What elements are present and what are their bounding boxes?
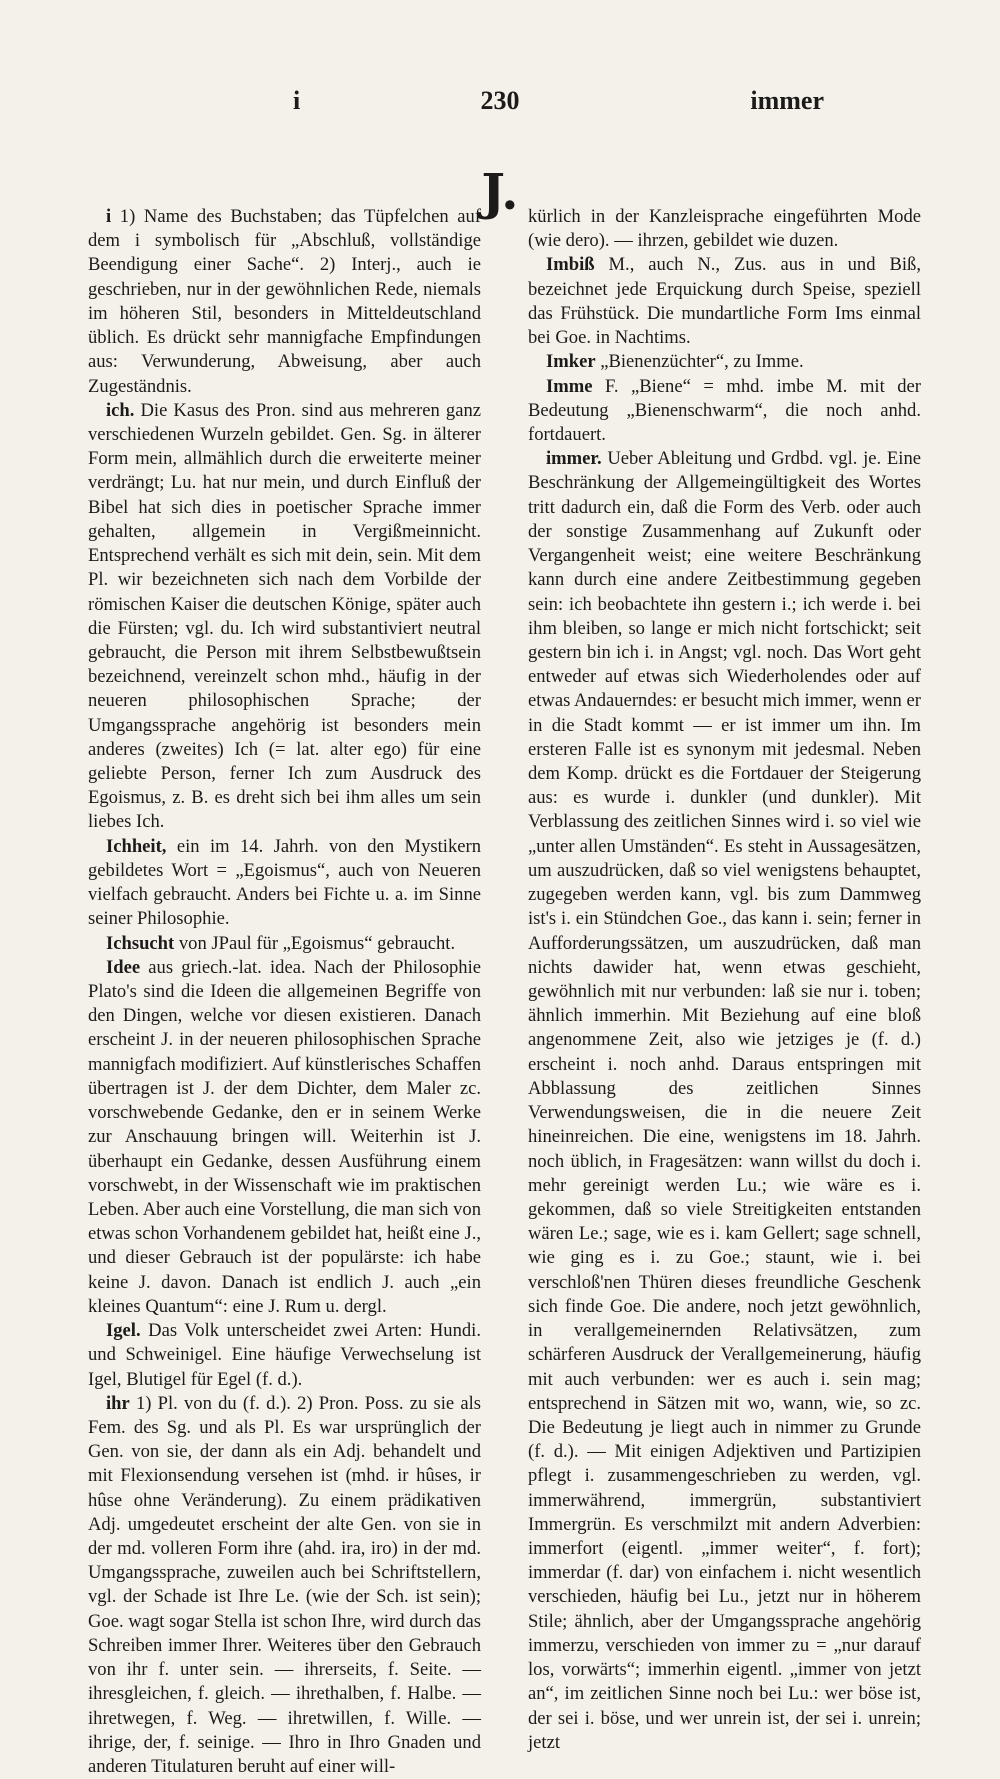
header-right-keyword: immer bbox=[750, 86, 824, 115]
entry-headword: ihr bbox=[106, 1392, 130, 1414]
dictionary-entry bbox=[88, 1319, 481, 1392]
entry-headword: Igel. bbox=[106, 1320, 141, 1342]
entry-text: M., auch N., Zus. aus in und Biß, bezeichnet jede Erquickung durch Speise, speziell das Frühstück. Die mundartliche Form Ims einmal bei Goe. in Nachtims. bbox=[528, 254, 921, 349]
dictionary-entry bbox=[88, 205, 481, 399]
dictionary-entry bbox=[88, 399, 481, 835]
entry-headword: Ichheit, bbox=[106, 835, 167, 857]
entry-text: F. „Biene“ = mhd. imbe M. mit der Bedeutung „Bienenschwarm“, die noch anhd. fortdauert. bbox=[528, 375, 921, 445]
entry-text: Die Kasus des Pron. sind aus mehreren ganz verschiedenen Wurzeln gebildet. Gen. Sg. in älterer Form mein, allmählich durch die erweiterte meiner verdrängt; Lu. hat nur mein, und durch Einfluß der Bibel hat sich dies in poetischer Sprache immer gehalten, allgemein in Vergißmeinnicht. Entsprechend verhält es sich mit dein, sein. Mit dem Pl. wir bezeichneten sich nach dem Vorbilde der römischen Kaiser die deutschen Könige, später auch die Fürsten; vgl. du. Ich wird substantiviert neutral gebraucht, die Person mit ihrem Selbstbewußtsein bezeichnend, vereinzelt schon mhd., häufig in der neueren philosophischen Sprache; der Umgangssprache angehörig ist besonders mein anderes (zweites) Ich (= lat. alter ego) für eine geliebte Person, ferner Ich zum Ausdruck des Egoismus, z. B. es dreht sich bei ihm alles um sein liebes Ich. bbox=[88, 399, 481, 833]
entry-text: 1) Name des Buchstaben; das Tüpfelchen auf dem i symbolisch für „Abschluß, vollständige Beendigung einer Sache“. 2) Interj., auch ie geschrieben, nur in der gewöhnlichen Rede, niemals im höheren Stil, besonders in Mitteldeutschland üblich. Es drückt sehr mannigfache Empfindungen aus: Verwunderung, Abweisung, aber auch Zugeständnis. bbox=[88, 206, 481, 397]
entry-headword: Imme bbox=[546, 375, 593, 397]
page-number: 230 bbox=[480, 86, 520, 115]
entry-text: 1) Pl. von du (f. d.). 2) Pron. Poss. zu sie als Fem. des Sg. und als Pl. Es war ursprünglich der Gen. von sie, der dann als ein Adj. behandelt und mit Flexionsendung versehen ist (mhd. ir hûses, ir hûse ohne Veränderung). Zu einem prädikativen Adj. umgedeutet erscheint der alte Gen. von sie in der md. volleren Form ihre (ahd. ira, iro) in der md. Umgangssprache, zuweilen auch bei Schriftstellern, vgl. der Schade ist Ihre Le. (wie der Sch. ist sein); Goe. wagt sogar Stella ist schon Ihre, wird durch das Schreiben immer Ihrer. Weiteres über den Gebrauch von ihr f. unter sein. — ihrerseits, f. Seite. — ihresgleichen, f. gleich. — ihrethalben, f. Halbe. — ihretwegen, f. Weg. — ihretwillen, f. Wille. — ihrige, der, f. seinige. — Ihro in Ihro Gnaden und anderen Titulaturen beruht auf einer will- bbox=[88, 1392, 481, 1777]
dictionary-entry bbox=[528, 447, 921, 1755]
entry-headword: Ichsucht bbox=[106, 932, 175, 954]
dictionary-entry bbox=[528, 350, 921, 374]
entry-text: ein im 14. Jahrh. von den Mystikern gebildetes Wort = „Egoismus“, auch von Neueren vielfach gebraucht. Anders bei Fichte u. a. im Sinne seiner Philosophie. bbox=[88, 835, 481, 930]
dictionary-entry bbox=[88, 835, 481, 932]
dictionary-entry bbox=[528, 253, 921, 350]
entry-headword: Idee bbox=[106, 956, 141, 978]
dictionary-entry bbox=[528, 375, 921, 448]
entry-text: Das Volk unterscheidet zwei Arten: Hundi. und Schweinigel. Eine häufige Verwechselung ist Igel, Blutigel für Egel (f. d.). bbox=[88, 1320, 481, 1390]
entry-text: von JPaul für „Egoismus“ gebraucht. bbox=[174, 932, 456, 954]
dictionary-entry bbox=[88, 956, 481, 1319]
entry-text: kürlich in der Kanzleisprache eingeführten Mode (wie dero). — ihrzen, gebildet wie duzen. bbox=[528, 206, 921, 252]
entry-text: Ueber Ableitung und Grdbd. vgl. je. Eine Beschränkung der Allgemeingültigkeit des Wortes tritt dadurch ein, daß die Form des Verb. oder auch der sonstige Zusammenhang auf Zukunft oder Vergangenheit weist; eine weitere Beschränkung kann durch eine andere Zeitbestimmung gegeben sein: ich beobachtete ihn gestern i.; ich werde i. bei ihm bleiben, so lange er mich nicht fortschickt; seit gestern bin ich i. in Angst; vgl. noch. Das Wort geht entweder auf etwas sich Wiederholendes oder auf etwas Andauerndes: er besucht mich immer, wenn er in die Stadt kommt — er ist immer um ihn. Im ersteren Falle ist es synonym mit jedesmal. Neben dem Komp. drückt es die Fortdauer der Steigerung aus: es wurde i. dunkler (und dunkler). Mit Verblassung des zeitlichen Sinnes wird i. so viel wie „unter allen Umständen“. Es steht in Aussagesätzen, um auszudrücken, daß so viel wenigstens behauptet, zugegeben werden kann, vgl. bis zum Dammweg ist's i. ein Stündchen Goe., das kann i. sein; ferner in Aufforderungssätzen, um auszudrücken, daß man nichts dawider hat, wenn etwas geschieht, gewöhnlich mit nur verbunden: laß sie nur i. toben; ähnlich immerhin. Mit Beziehung auf eine bloß angenommene Zeit, also wie jetziges je (f. d.) erscheint i. noch anhd. Daraus entspringen mit Abblassung des zeitlichen Sinnes Verwendungsweisen, die in die neuere Zeit hineinreichen. Die eine, wenigstens im 18. Jahrh. noch üblich, in Fragesätzen: wann willst du doch i. mehr gereinigt werden Lu.; wie wäre es i. gekommen, daß so viele Streitigkeiten entstanden wären Le.; sage, wie es i. kam Gellert; sage schnell, wie ging es i. zu Goe.; staunt, wie i. bei verschloß'nen Thüren dieses freundliche Geschenk sich finde Goe. Die andere, noch jetzt gewöhnlich, in verallgemeinernden Relativsätzen, zum schärferen Ausdruck der Verallgemeinerung, häufig mit auch verbunden: wer es auch i. sein mag; entsprechend in Sätzen mit wo, wann, wie, so zc. Die Bedeutung je liegt auch in nimmer zu Grunde (f. d.). — Mit einigen Adjektiven und Partizipien pflegt i. zusammengeschrieben zu werden, vgl. immerwährend, immergrün, substantiviert Immergrün. Es verschmilzt mit andern Adverbien: immerfort (eigentl. „immer weiter“, f. fort); immerdar (f. dar) von einfachem i. nicht wesentlich verschieden, häufig bei Lu., jetzt nur in höherem Stile; ähnlich, aber der Umgangssprache angehörig immerzu, verschieden von immer zu = „nur darauf los, vorwärts“; immerhin eigentl. „immer von jetzt an“, im zeitlichen Sinne noch bei Lu.: wer böse ist, der sei i. böse, und wer unrein ist, der sei i. unrein; jetzt bbox=[528, 448, 921, 1753]
entry-text: aus griech.-lat. idea. Nach der Philosophie Plato's sind die Ideen die allgemeinen Begriffe von den Dingen, welche vor diesen existieren. Danach erscheint J. in der neueren philosophischen Sprache mannigfach modifiziert. Auf künstlerisches Schaffen übertragen ist J. der dem Dichter, dem Maler zc. vorschwebende Gedanke, den er in seinem Werke zur Anschauung bringen will. Weiterhin ist J. überhaupt ein Gedanke, dessen Ausführung einem vorschwebt, in der Wissenschaft wie im praktischen Leben. Aber auch eine Vorstellung, die man sich von etwas schon Vorhandenem gebildet hat, heißt eine J., und dieser Gebrauch ist der populärste: ich habe keine J. davon. Danach ist endlich J. auch „ein kleines Quantum“: eine J. Rum u. dergl. bbox=[88, 956, 481, 1317]
entry-headword: immer. bbox=[546, 448, 602, 470]
entry-headword: Imbiß bbox=[546, 254, 595, 276]
entry-headword: Imker bbox=[546, 351, 596, 373]
entry-text: „Bienenzüchter“, zu Imme. bbox=[595, 351, 804, 373]
dictionary-entry bbox=[88, 932, 481, 956]
left-column bbox=[88, 205, 481, 1777]
entry-headword: i bbox=[106, 206, 112, 227]
right-column bbox=[528, 205, 921, 1753]
dictionary-entry bbox=[528, 205, 921, 253]
dictionary-entry bbox=[88, 1392, 481, 1779]
page-header bbox=[88, 86, 912, 116]
header-left-keyword: i bbox=[293, 86, 301, 115]
entry-headword: ich. bbox=[106, 399, 135, 421]
section-letter: J. bbox=[481, 162, 519, 221]
